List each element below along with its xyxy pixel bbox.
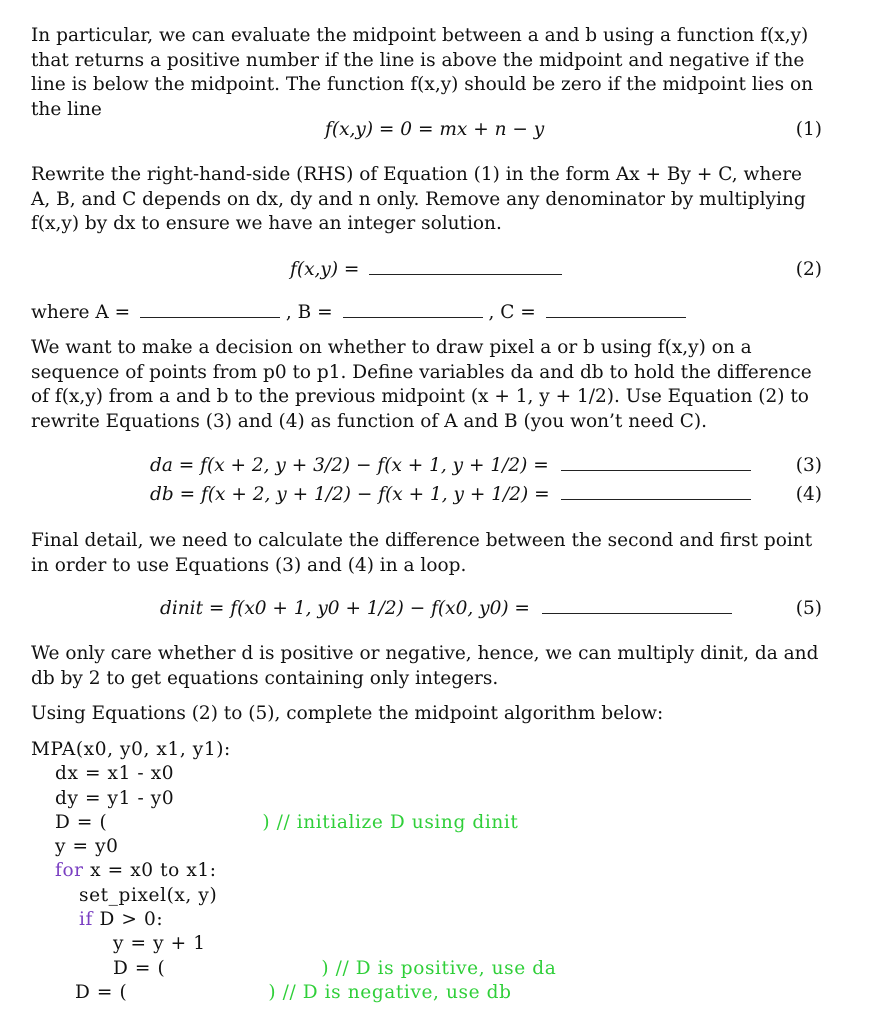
- code-line-6: [31, 860, 217, 881]
- code-listing: [31, 738, 556, 1005]
- code-line-1: MPA(x0, y0, x1, y1):: [31, 739, 231, 760]
- answer-blank-da[interactable]: [561, 469, 751, 471]
- code-line-3: dy = y1 - y0: [55, 787, 175, 809]
- code-line-10: [31, 958, 556, 979]
- keyword-for: for: [55, 860, 84, 882]
- paragraph-intro: In particular, we can evaluate the midpoint between a and b using a function f(x,y) that returns a positive number if the line is above the midpoint and negative if the line is below the midpoint. The function f(x,y) should be zero if the midpoint lies on the line: [31, 25, 814, 120]
- answer-blank-a[interactable]: [140, 316, 280, 318]
- answer-blank-f[interactable]: [369, 273, 562, 275]
- code-condition: D > 0:: [92, 909, 164, 931]
- code-init-d: D = (: [55, 811, 108, 833]
- equation-3: [150, 454, 751, 478]
- label-b: , B =: [285, 302, 333, 323]
- label-c: , C =: [488, 302, 536, 323]
- equation-1-number: (1): [795, 119, 822, 140]
- code-line-2: dx = x1 - x0: [55, 763, 175, 785]
- code-line-9: y = y + 1: [113, 933, 206, 955]
- answer-blank-b[interactable]: [343, 316, 483, 318]
- equation-5: [160, 597, 732, 621]
- equation-5-expr: dinit = f(x0 + 1, y0 + 1/2) − f(x0, y0) =: [160, 598, 530, 619]
- answer-blank-dinit[interactable]: [542, 612, 732, 614]
- equation-1: f(x,y) = 0 = mx + n − y: [325, 119, 545, 140]
- equation-2: [290, 258, 562, 282]
- code-line-8: [31, 909, 163, 930]
- comment-init: ) // initialize D using dinit: [262, 811, 519, 833]
- code-loop-range: x = x0 to x1:: [83, 860, 217, 882]
- code-line-5: y = y0: [55, 836, 119, 858]
- code-line-4: [31, 812, 518, 833]
- answer-blank-c[interactable]: [546, 316, 686, 318]
- equation-2-number: (2): [795, 259, 822, 280]
- code-update-db: D = (: [75, 981, 128, 1003]
- paragraph-complete-algorithm: Using Equations (2) to (5), complete the midpoint algorithm below:: [31, 703, 664, 724]
- paragraph-final-detail: Final detail, we need to calculate the difference between the second and first point in order to use Equations (3) and (4) in a loop.: [31, 530, 813, 576]
- code-update-da: D = (: [113, 957, 166, 979]
- code-line-11: [31, 982, 512, 1003]
- equation-4-number: (4): [795, 484, 822, 505]
- paragraph-rewrite: Rewrite the right-hand-side (RHS) of Equation (1) in the form Ax + By + C, where A, B, and C depends on dx, dy and n only. Remove any denominator by multiplying f(x,y) by dx to ensure we have an integer solution.: [31, 164, 806, 234]
- equation-3-number: (3): [795, 455, 822, 476]
- equation-3-expr: da = f(x + 2, y + 3/2) − f(x + 1, y + 1/2) =: [150, 455, 549, 476]
- coefficient-blanks: [31, 301, 686, 325]
- code-line-7: set_pixel(x, y): [79, 884, 218, 906]
- equation-4-expr: db = f(x + 2, y + 1/2) − f(x + 1, y + 1/2) =: [150, 484, 550, 505]
- paragraph-decision: We want to make a decision on whether to draw pixel a or b using f(x,y) on a sequence of points from p0 to p1. Define variables da and db to hold the difference of f(x,y) from a and b to the previous midpoint (x + 1, y + 1/2). Use Equation (2) to rewrite Equations (3) and (4) as function of A and B (you won’t need C).: [31, 337, 812, 432]
- label-a: where A =: [31, 302, 131, 323]
- keyword-if: if: [79, 909, 93, 931]
- comment-da: ) // D is positive, use da: [321, 957, 557, 979]
- equation-2-lhs: f(x,y) =: [290, 259, 360, 280]
- comment-db: ) // D is negative, use db: [268, 981, 512, 1003]
- equation-5-number: (5): [795, 598, 822, 619]
- paragraph-integers: We only care whether d is positive or negative, hence, we can multiply dinit, da and db by 2 to get equations containing only integers.: [31, 643, 819, 689]
- equation-4: [150, 483, 751, 507]
- answer-blank-db[interactable]: [561, 498, 751, 500]
